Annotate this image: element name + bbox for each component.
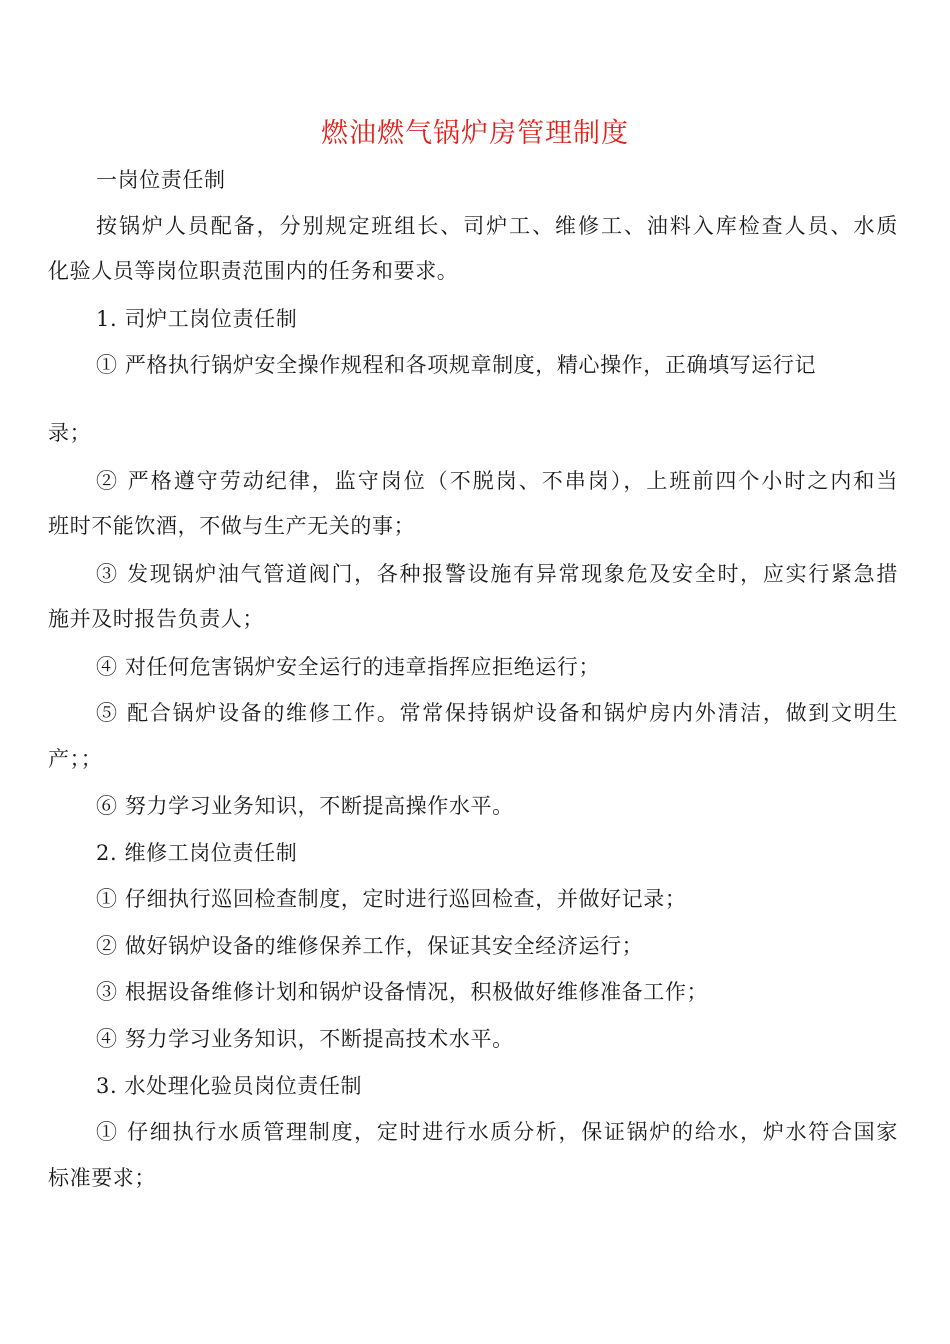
subsection-heading-maintenance: 2. 维修工岗位责任制 bbox=[96, 841, 298, 865]
list-item: ① 严格执行锅炉安全操作规程和各项规章制度，精心操作，正确填写运行记 bbox=[96, 353, 817, 377]
document-title: 燃油燃气锅炉房管理制度 bbox=[321, 118, 629, 149]
subsection-heading-water-treatment: 3. 水处理化验员岗位责任制 bbox=[96, 1074, 363, 1098]
list-item: ④ 对任何危害锅炉安全运行的违章指挥应拒绝运行； bbox=[96, 655, 601, 679]
list-item: ⑤ 配合锅炉设备的维修工作。常常保持锅炉设备和锅炉房内外清洁，做到文明生 bbox=[96, 701, 898, 725]
list-item: ① 仔细执行巡回检查制度，定时进行巡回检查，并做好记录； bbox=[96, 887, 687, 911]
list-item: ② 做好锅炉设备的维修保养工作，保证其安全经济运行； bbox=[96, 934, 644, 958]
list-item-continuation: 班时不能饮酒，不做与生产无关的事； bbox=[48, 514, 416, 538]
list-item: ② 严格遵守劳动纪律，监守岗位（不脱岗、不串岗），上班前四个小时之内和当 bbox=[96, 469, 898, 493]
list-item: ① 仔细执行水质管理制度，定时进行水质分析，保证锅炉的给水，炉水符合国家 bbox=[96, 1120, 898, 1144]
paragraph-line: 化验人员等岗位职责范围内的任务和要求。 bbox=[48, 259, 459, 283]
list-item-continuation: 施并及时报告负责人； bbox=[48, 607, 264, 631]
list-item: ④ 努力学习业务知识，不断提高技术水平。 bbox=[96, 1027, 514, 1051]
section-heading-job-responsibility: 一岗位责任制 bbox=[96, 168, 226, 192]
list-item: ⑥ 努力学习业务知识，不断提高操作水平。 bbox=[96, 794, 514, 818]
list-item: ③ 根据设备维修计划和锅炉设备情况，积极做好维修准备工作； bbox=[96, 980, 709, 1004]
list-item: ③ 发现锅炉油气管道阀门，各种报警设施有异常现象危及安全时，应实行紧急措 bbox=[96, 562, 898, 586]
list-item-continuation: 录； bbox=[48, 421, 92, 445]
list-item-continuation: 标准要求； bbox=[48, 1166, 156, 1190]
list-item-continuation: 产；； bbox=[48, 747, 103, 771]
subsection-heading-stoker: 1. 司炉工岗位责任制 bbox=[96, 307, 298, 331]
paragraph-line: 按锅炉人员配备，分别规定班组长、司炉工、维修工、油料入库检查人员、水质 bbox=[96, 214, 898, 238]
